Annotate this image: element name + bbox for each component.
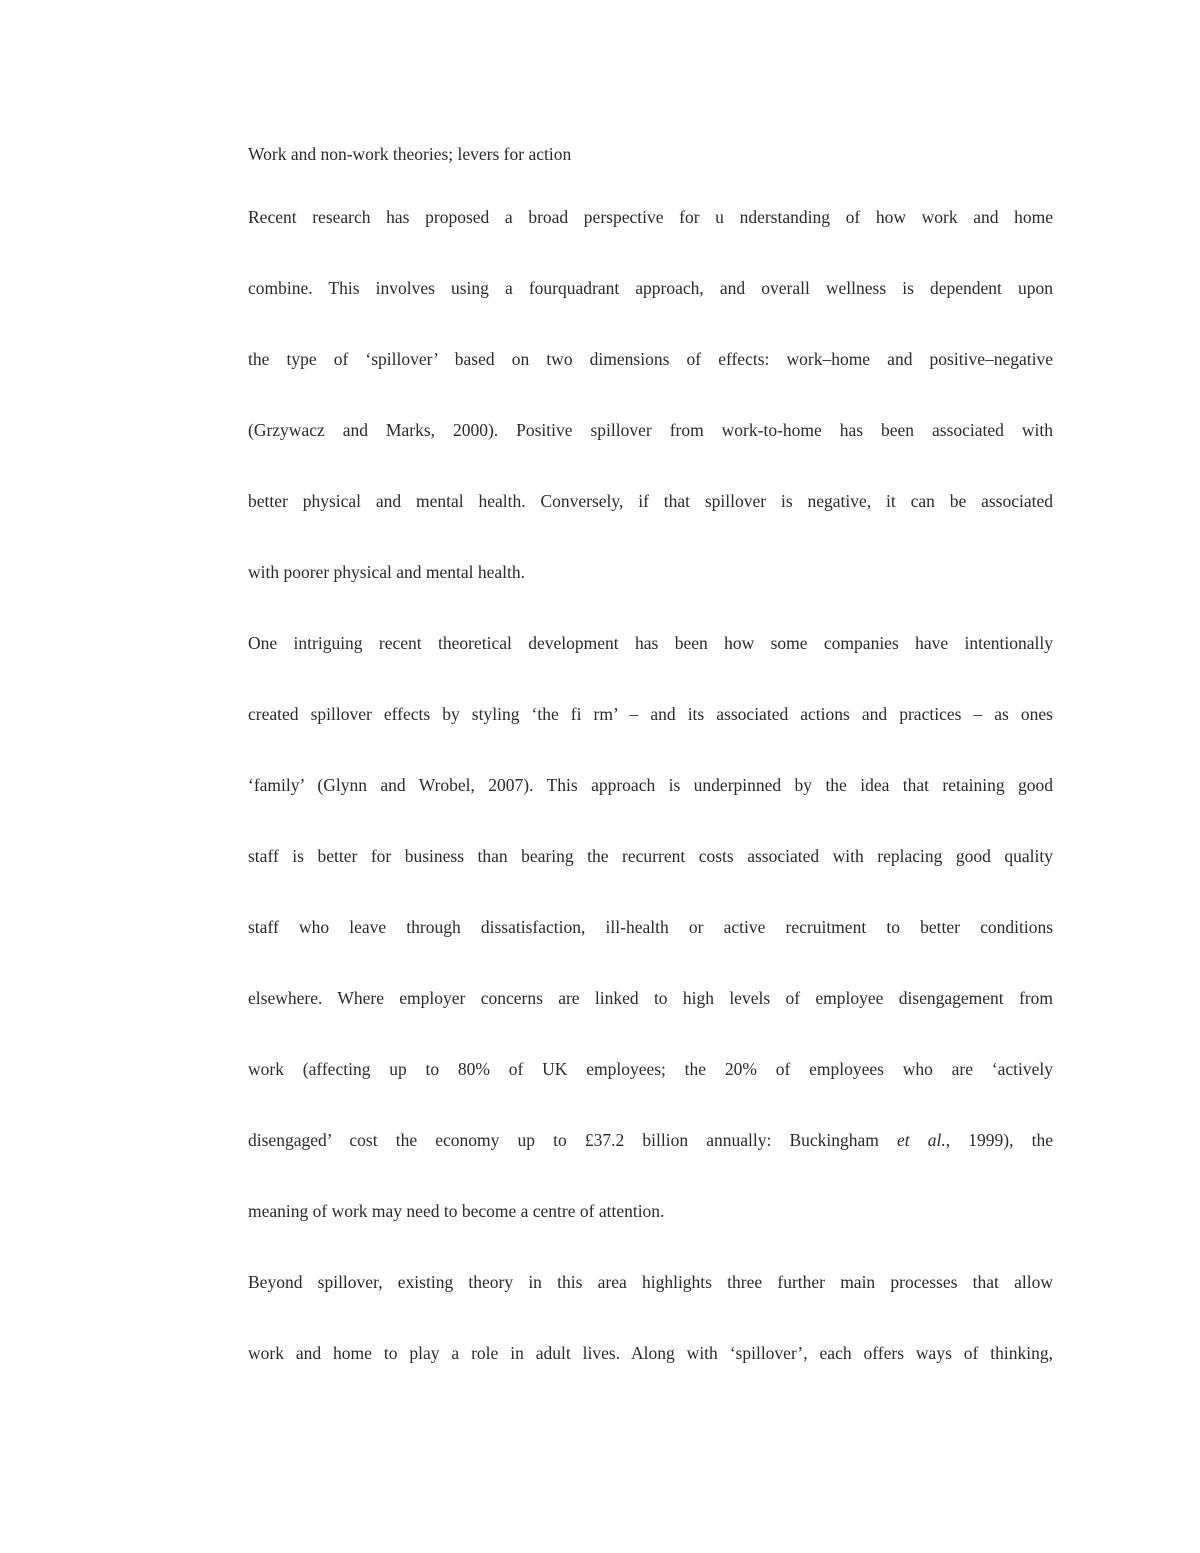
- paragraph-line: ‘family’ (Glynn and Wrobel, 2007). This approach is underpinned by the idea that retaining good: [248, 775, 1053, 795]
- paragraph-line: (Grzywacz and Marks, 2000). Positive spillover from work-to-home has been associated with: [248, 420, 1053, 440]
- paragraph-line: One intriguing recent theoretical development has been how some companies have intentionally: [248, 633, 1053, 653]
- paragraph-line: staff who leave through dissatisfaction, ill-health or active recruitment to better conditions: [248, 917, 1053, 937]
- paragraph-line: created spillover effects by styling ‘the fi rm’ – and its associated actions and practices – as ones: [248, 704, 1053, 724]
- paragraph-line: better physical and mental health. Conversely, if that spillover is negative, it can be associated: [248, 491, 1053, 511]
- paragraph-2: [248, 608, 1053, 1247]
- paragraph-line: Recent research has proposed a broad perspective for u nderstanding of how work and home: [248, 207, 1053, 227]
- paragraph-3: [248, 1247, 1053, 1389]
- paragraph-line: staff is better for business than bearing the recurrent costs associated with replacing good quality: [248, 846, 1053, 866]
- paragraph-line: meaning of work may need to become a centre of attention.: [248, 1201, 665, 1221]
- citation-suffix: , 1999), the: [945, 1130, 1053, 1150]
- paragraph-line: with poorer physical and mental health.: [248, 562, 526, 582]
- paragraph-line: combine. This involves using a fourquadrant approach, and overall wellness is dependent upon: [248, 278, 1053, 298]
- paragraph-line: the type of ‘spillover’ based on two dimensions of effects: work–home and positive–negative: [248, 349, 1053, 369]
- paragraph-line: Beyond spillover, existing theory in this area highlights three further main processes that allow: [248, 1272, 1053, 1292]
- paragraph-line: work and home to play a role in adult lives. Along with ‘spillover’, each offers ways of thinking,: [248, 1343, 1053, 1363]
- paragraph-line: work (affecting up to 80% of UK employees; the 20% of employees who are ‘actively: [248, 1059, 1053, 1079]
- paragraph-1: [248, 182, 1053, 608]
- section-heading: Work and non-work theories; levers for action: [248, 144, 572, 164]
- document-body: [248, 140, 1053, 1389]
- citation-prefix: disengaged’ cost the economy up to £37.2 billion annually: Buckingham: [248, 1130, 898, 1150]
- paragraph-line-with-citation: [248, 1105, 1053, 1176]
- paragraph-line: elsewhere. Where employer concerns are linked to high levels of employee disengagement from: [248, 988, 1053, 1008]
- citation-italic: et al.: [897, 1130, 946, 1150]
